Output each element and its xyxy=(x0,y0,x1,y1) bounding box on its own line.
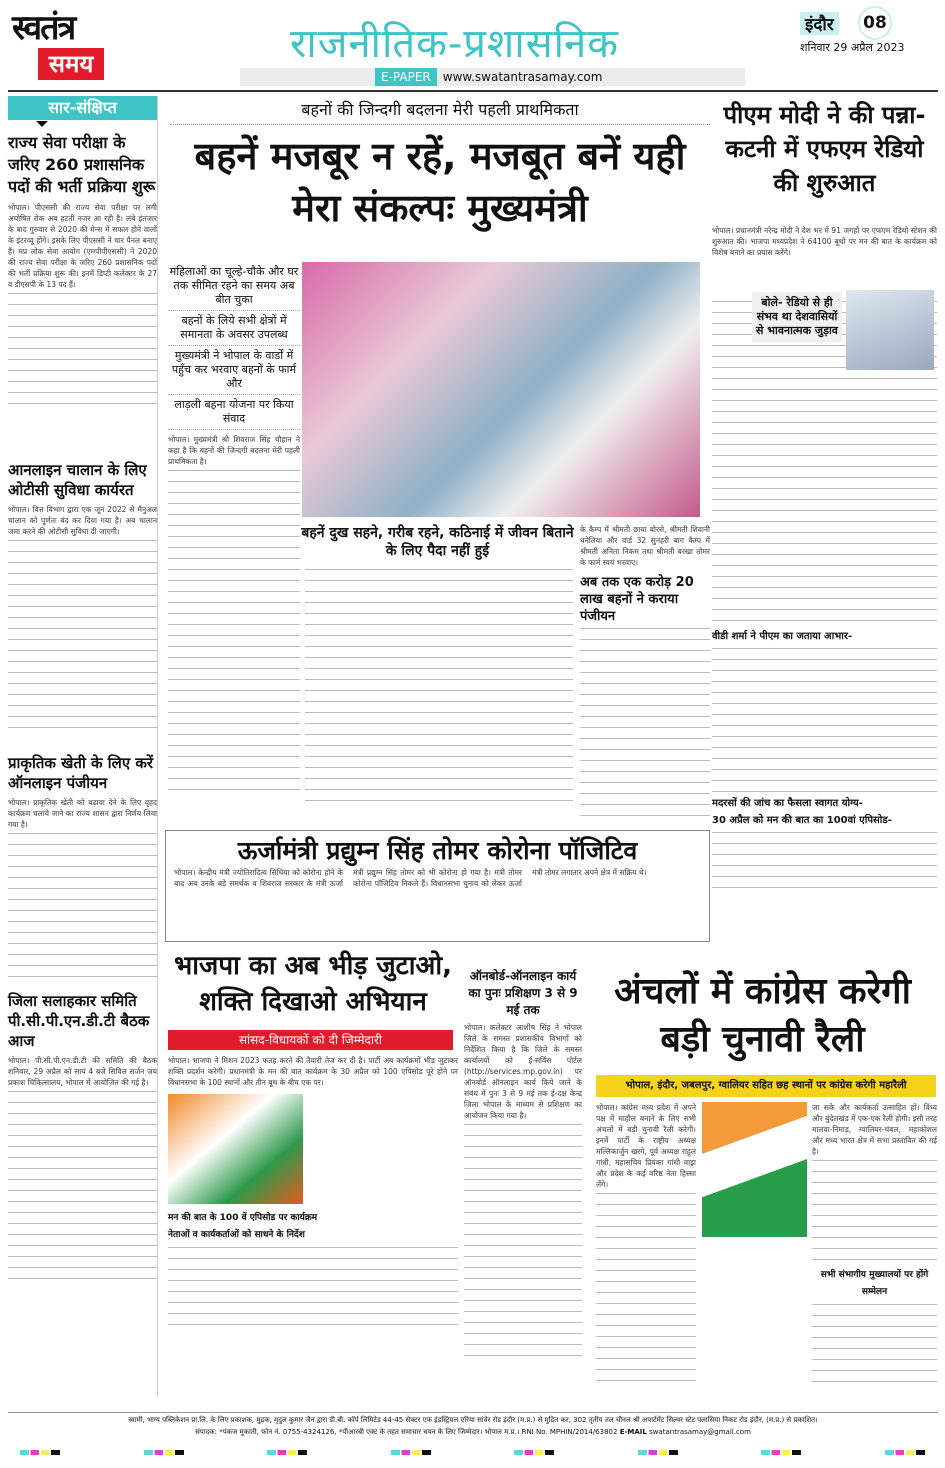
congress-subhead: सभी संभागीय मुख्यालयों पर होंगे सम्मेलन xyxy=(820,1270,929,1297)
congress-side-area xyxy=(812,1102,937,1391)
pm-headline[interactable]: पीएम मोदी ने की पन्ना-कटनी में एफएम रेडियो की शुरुआत xyxy=(723,101,926,197)
brief-body: भोपाल। पी.सी.पी.एन.डी.टी की समिति की बैठक शनिवार, 29 अप्रैल को सायं 4 बजे सिविल सर्जन जय प्रकाश चिकित्सालय, भोपाल में आयोजित की गई है। xyxy=(8,1056,157,1087)
color-registration-marks xyxy=(20,1450,925,1455)
brief-story xyxy=(8,460,157,745)
email-label: E-MAIL xyxy=(619,1428,647,1436)
congress-strap: भोपाल, इंदौर, जबलपुर, ग्वालियर सहित छह स्थानों पर कांग्रेस करेगी महारैली xyxy=(596,1075,936,1097)
text-filler xyxy=(580,625,710,825)
newspaper-logo[interactable] xyxy=(12,8,102,90)
text-filler xyxy=(464,1121,582,1361)
highlights-list xyxy=(168,262,300,797)
main-body: भोपाल। मुख्यमंत्री श्री शिवराज सिंह चौहान ने कहा है कि बहनों की जिन्दगी बदलना मेरी पहली प्राथमिकता है। xyxy=(168,435,300,466)
text-filler xyxy=(712,645,937,795)
bjp-body-area xyxy=(168,1055,458,1400)
congress-headline[interactable]: अंचलों में कांग्रेस करेगी बड़ी चुनावी रैली xyxy=(614,971,911,1060)
brief-story xyxy=(8,753,157,983)
text-filler xyxy=(168,1244,458,1334)
text-filler xyxy=(8,830,157,980)
brief-body: भोपाल। प्राकृतिक खेती को बढ़ावा देने के लिए वृहद कार्यक्रम चलाये जाने का राज्य शासन द्वारा निर्णय लिया गया है। xyxy=(8,798,157,829)
congress-photo[interactable] xyxy=(702,1102,807,1237)
cmyk-mark xyxy=(514,1450,554,1455)
brief-news-column xyxy=(8,96,158,1396)
brief-body: भोपाल। वित्त विभाग द्वारा एक जून 2022 से मैनुअल चालान को पूर्णतः बंद कर दिया गया है। अब चालान जमा करने की ओटीसी सुविधा दी जाएगी। xyxy=(8,505,157,536)
text-filler xyxy=(712,829,937,889)
cmyk-mark xyxy=(885,1450,925,1455)
radio-photo[interactable] xyxy=(846,290,934,370)
epaper-bar xyxy=(240,68,745,86)
onboard-body-area xyxy=(464,1022,582,1361)
brief-story xyxy=(8,991,157,1288)
text-filler xyxy=(8,537,157,737)
brief-body: भोपाल। पीएससी की राज्य सेवा परीक्षा पर लगी अघोषित रोक अब हटती नजर आ रही है। लंबे इंतजार के बाद गुरुवार से 2020 की मेन्स में सफल होने वालों के इंटरव्यू होंगे। इसके लिए पीएससी ने चार पैनल बनाए हैं। मप्र लोक सेवा आयोग (एमपीपीएससी) ने 2020 की राज्य सेवा परीक्षा के जरिए 260 प्रशासनिक पदों की भर्ती प्रक्रिया शुरू की। इनमें डिप्टी कलेक्टर के 27 व डीएसपी के 13 पद हैं। xyxy=(8,203,157,289)
inset-headline: बहनें दुख सहने, गरीब रहने, कठिनाई में जीवन बिताने के लिए पैदा नहीं हुई xyxy=(301,525,574,559)
masthead-divider xyxy=(8,90,938,92)
text-filler xyxy=(596,1190,696,1390)
brief-story xyxy=(8,132,157,452)
bjp-subhead: नेताओं व कार्यकर्ताओं को साधने के निर्देश xyxy=(168,1230,305,1240)
text-filler xyxy=(812,1301,937,1391)
main-headline[interactable]: बहनें मजबूर न रहें, मजबूत बनें यही मेरा संकल्पः मुख्यमंत्री xyxy=(194,134,686,230)
bjp-strap: सांसद-विधायकों को दी जिम्मेदारी xyxy=(168,1030,453,1050)
congress-body: भोपाल। कांग्रेस मध्य प्रदेश में अपने पक्ष में माहौल बनाने के लिए सभी अंचलों में बड़ी चुनावी रैली करेगी। इनमें पार्टी के राष्ट्रीय अध्यक्ष मल्लिकार्जुन खरगे, पूर्व अध्यक्ष राहुल गांधी, महासचिव प्रियंका गांधी वाड्रा और प्रदेश के कई वरिष्ठ नेता हिस्सा लेंगे। xyxy=(596,1103,696,1189)
brief-headline: राज्य सेवा परीक्षा के जरिए 260 प्रशासनिक पदों की भर्ती प्रक्रिया शुरू xyxy=(8,133,156,196)
onboard-headline[interactable]: ऑनबोर्ड-ऑनलाइन कार्य का पुनः प्रशिक्षण 3 से 9 मई तक xyxy=(468,969,578,1017)
section-label: सार-संक्षिप्त xyxy=(8,96,157,120)
urja-story-box xyxy=(165,830,710,942)
main-subhead: अब तक एक करोड़ 20 लाख बहनों ने कराया पंजीयन xyxy=(580,575,694,624)
logo-top-text: स्वतंत्र xyxy=(12,8,75,48)
brief-headline: प्राकृतिक खेती के लिए करें ऑनलाइन पंजीयन xyxy=(8,754,154,792)
congress-body-area xyxy=(596,1102,696,1390)
pm-subhead: वीडी शर्मा ने पीएम का जताया आभार- xyxy=(712,631,853,642)
imprint-line: स्वामी, भाग्य पब्लिकेशन प्रा.लि. के लिए प्रकाशक, मुद्रक, मृदुल कुमार जैन द्वारा डी.बी. कॉर्प लिमिटेड 44-45 सेक्टर एफ इंडस्ट्रियल एरिया सांवेर रोड इंदौर (म.प्र.) से मुद्रित कर, 302 तृतीय तल चौनल श्री अपार्टमेंट सिल्वर स्टेट पलासिया निकट रोड इंदौर, (म.प्र.) से प्रकाशित। xyxy=(8,1412,938,1425)
cmyk-mark xyxy=(391,1450,431,1455)
onboard-body: भोपाल। कलेक्टर आशीष सिंह ने भोपाल जिले के समस्त प्रशासकीय विभागों को निर्देशित किया है कि जिले के समस्त कार्यालयों को ई-सर्विस पोर्टल (http://services.mp.gov.in) पर ऑनबोर्ड ऑनलाइन कार्य किये जाने के संबंध में पुनः 3 से 9 मई तक ई-दक्ष केन्द्र जिला भोपाल के माध्यम से प्रशिक्षण का आयोजन किया गया है। xyxy=(464,1023,582,1120)
city-label: इंदौर xyxy=(800,12,839,35)
urja-headline[interactable]: ऊर्जामंत्री प्रद्युम्न सिंह तोमर कोरोना पॉजिटिव xyxy=(237,836,638,865)
section-title: राजनीतिक-प्रशासनिक xyxy=(290,21,619,67)
email-link[interactable]: swatantrasamay@gmail.com xyxy=(649,1428,751,1436)
page-number: 08 xyxy=(858,6,892,40)
bjp-body: भोपाल। भाजपा ने मिशन 2023 फतह करने की तैयारी तेज कर दी है। पार्टी अब कार्यक्रमों भीड़ जुटाकर शक्ति प्रदर्शन करेगी। प्रधानमंत्री के मन की बात कार्यक्रम के 30 अप्रैल को 100 एपिसोड पूरे होने पर विधानसभा के 100 स्थानों और तीन बूथ के बीच एक पर। xyxy=(168,1056,458,1087)
brief-headline: जिला सलाहकार समिति पी.सी.पी.एन.डी.टी बैठक आज xyxy=(8,992,150,1050)
text-filler xyxy=(8,290,157,410)
highlight-item: मुख्यमंत्री ने भोपाल के वार्डों में पहुँच कर भरवाए बहनों के फार्म और xyxy=(168,346,300,395)
text-filler xyxy=(8,1088,157,1288)
side-text: के कैम्प में श्रीमती छाया बोरसे, श्रीमती शिवानी धनेलिया और वार्ड 32 सुनहरी बाग कैम्प में श्रीमती अनिता निकम तथा श्रीमती बरखा तोमर के फार्म स्वयं भरवाए। xyxy=(580,525,710,567)
main-kicker: बहनों की जिन्दगी बदलना मेरी पहली प्राथमिकता xyxy=(170,98,710,125)
urja-body: भोपाल। केन्द्रीय मंत्री ज्योतिरादित्य सिंधिया को कोरोना होने के बाद अब उनके बड़े समर्थक व शिवराज सरकार के मंत्री ऊर्जा मंत्री प्रद्युम्न सिंह तोमर को भी कोरोना हो गया है। मंत्री तोमर कोरोना पॉजिटिव निकले हैं। विधानसभा चुनाव को लेकर ऊर्जा मंत्री तोमर लगातार अपने क्षेत्र में सक्रिय थे। xyxy=(174,868,647,888)
pm-subhead: 30 अप्रैल को मन की बात का 100वां एपिसोड- xyxy=(712,815,892,826)
cmyk-mark xyxy=(144,1450,184,1455)
cmyk-mark xyxy=(267,1450,307,1455)
bjp-photo[interactable] xyxy=(168,1094,303,1204)
highlight-item: लाड़ली बहना योजना पर किया संवाद xyxy=(168,395,300,430)
inset-body-text xyxy=(305,566,573,806)
highlight-item: महिलाओं का चूल्हे-चौके और घर तक सीमित रहने का समय अब बीत चुका xyxy=(168,262,300,311)
editor-info: संपादक: *पंकज मुकाती, फोन नं. 0755-4324126, *पीआरबी एक्ट के तहत समाचार चयन के लिए जिम्मेदार। भोपाल म.प्र.। RNI No. MPHIN/2014/63802 xyxy=(195,1428,618,1436)
editor-line xyxy=(8,1428,938,1437)
congress-side-text: जा सके और कार्यकर्ता उत्साहित हों। विंध्य और बुंदेलखंड में एक-एक रैली होगी। इसी तरह मालवा-निमाड़, ग्वालियर-चंबल, महाकोशल और मध्य भारत क्षेत्र में सभा प्रस्तावित की गई है। xyxy=(812,1103,937,1156)
dateline: शनिवार 29 अप्रैल 2023 xyxy=(800,41,905,54)
text-filler xyxy=(812,1157,937,1267)
text-filler xyxy=(168,467,300,797)
cmyk-mark xyxy=(20,1450,60,1455)
pm-body: भोपाल। प्रधानमंत्री नरेन्द्र मोदी ने देश भर में 91 जगहों पर एफएम रेडियो स्टेशन की शुरुआत की। भाजपा मध्यप्रदेश ने 64100 बूथों पर मन की बात के कार्यक्रम को विशेष बनाने का प्रयास करेंगे। xyxy=(712,226,937,257)
cmyk-mark xyxy=(761,1450,801,1455)
website-link[interactable]: www.swatantrasamay.com xyxy=(442,70,603,84)
pm-subhead: मदरसों की जांच का फैसला स्वागत योग्य- xyxy=(712,798,863,809)
brief-headline: आनलाइन चालान के लिए ओटीसी सुविधा कार्यरत xyxy=(8,461,147,499)
cmyk-mark xyxy=(638,1450,678,1455)
cm-photo[interactable] xyxy=(302,262,700,517)
bjp-subhead: मन की बात के 100 वें एपिसोड पर कार्यक्रम xyxy=(168,1213,318,1223)
pm-quote-box: बोले- रेडियो से ही संभव था देशवासियों से भावनात्मक जुड़ाव xyxy=(752,292,842,342)
masthead xyxy=(0,0,945,90)
logo-bottom-text: समय xyxy=(38,48,104,80)
epaper-tag: E-PAPER xyxy=(375,68,437,86)
bjp-headline[interactable]: भाजपा का अब भीड़ जुटाओ, शक्ति दिखाओ अभियान xyxy=(174,951,452,1017)
highlight-item: बहनों के लिये सभी क्षेत्रों में समानता के अवसर उपलब्ध xyxy=(168,311,300,346)
main-side-column xyxy=(580,524,710,825)
